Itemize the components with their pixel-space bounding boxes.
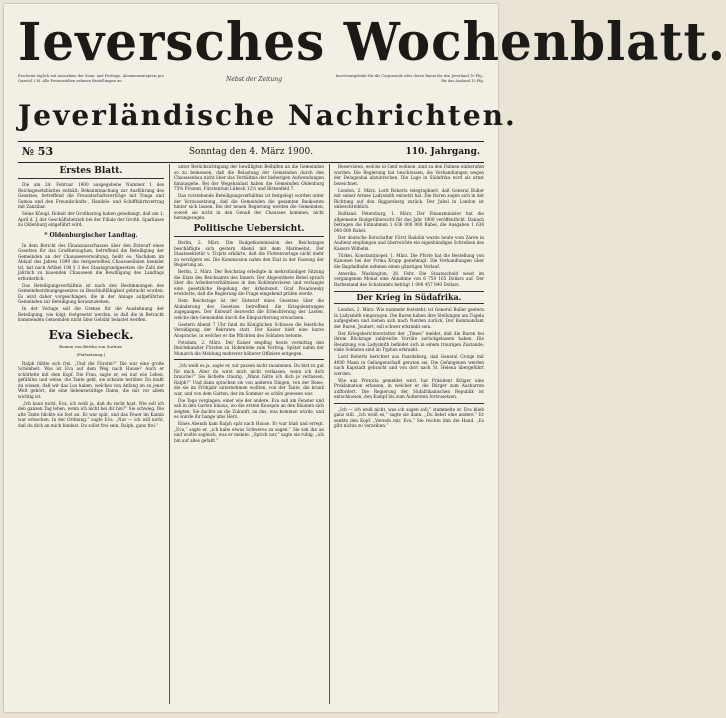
story-paragraph: „Ich — ich weiß nicht, was ich sagen soll,“ stammelte er. Eva blieb ganz still. „Ich weiß es,“ sagte sie dann. „Du liebst eine andere.“ Er senkte den Kopf. „Verzeih mir, Eva.“ Sie reichte ihm die Hand. „Es gibt nichts zu verzeihen.“: [334, 406, 484, 428]
article-paragraph: unter Berücksichtigung der bewilligten Beihilfen an die Gemeinden so zu bemessen, daß die Belastung der Gemeinden durch den Chausseebau nicht über das Verhältnis der bisherigen Aufwendungen hinausgehe. Bei der Wegebaulast haben die Gemeinden Oldenburg 75% Prozent, Fürstentum Lübeck 12½ und Birkenfeld 7.: [174, 164, 324, 191]
column-rule: [329, 164, 330, 704]
article-paragraph: Der Kriegsberichterstatter der „Times“ meldet, daß die Buren bei ihrem Rückzuge zahlreiche Vorräte zurückgelassen haben. Die Besatzung von Ladysmith befindet sich in einem traurigen Zustande; viele Soldaten sind an Typhus erkrankt.: [334, 330, 484, 352]
article-paragraph: Das Beteiligungsverhältnis ist nach den Bestimmungen des Gemeindeordnungsgesetzes zu Beschlußfähigkeit gebracht worden. Es wird daher vorgeschlagen, die in der Anlage aufgeführten Gemeinden zur Beteiligung heranzuziehen.: [18, 282, 164, 304]
article-paragraph: Wie aus Pretoria gemeldet wird, hat Präsident Krüger eine Proklamation erlassen, in welcher er die Bürger zum Ausharren auffordert. Die Regierung der Südafrikanischen Republik ist entschlossen, den Kampf bis zum Äußersten fortzusetzen.: [334, 377, 484, 399]
article-paragraph: London, 2. März. Lord Roberts telegraphiert, daß General Buller mit seiner Armee Ladysmith entsetzt hat. Die Buren zogen sich in der Richtung auf den Biggarsberg zurück. Der Jubel in London ist unbeschreiblich.: [334, 187, 484, 209]
issue-date: Sonntag den 4. März 1900.: [188, 147, 314, 157]
section-heading: Erstes Blatt.: [18, 164, 164, 179]
section-heading-politics: Politische Uebersicht.: [174, 222, 324, 237]
article-paragraph: In der Vorlage soll die Grenze für die Ausdehnung der Beteiligung, wie folgt, festgesetzt werden, so daß die in Betracht kommenden Gemeinden nicht über Gebühr belastet werden.: [18, 306, 164, 322]
article-paragraph: Gestern Abend 7 Uhr fand im Königlichen Schlosse die feierliche Vereidigung der Rekruten statt. Der Kaiser hielt eine kurze Ansprache, in welcher er die Pflichten des Soldaten betonte.: [174, 321, 324, 338]
article-paragraph: Rußland. Petersburg, 1. März. Der Finanzminister hat die allgemeine Budgetübersicht für das Jahr 1900 veröffentlicht. Danach betragen die Einnahmen 1 636 000 000 Rubel, die Ausgaben 1 636 000 000 Rubel.: [334, 211, 484, 233]
section-heading-war: Der Krieg in Südafrika.: [334, 291, 484, 304]
story-paragraph: „Ich kann nicht, Eva, ich weiß ja, daß du recht hast. Wie soll ich den ganzen Tag leben, wenn ich nicht bei dir bin?“ Sie schwieg. Die alte Tante blickte sie fest an. Es war spät, und das Feuer im Kamin war erloschen. In der Ordnung,“ sagte Eva. „Nur — ich will nicht, daß du dich an mich bindest. Du sollst frei sein, Ralph, ganz frei.“: [18, 400, 164, 428]
article-paragraph: Die am 24. Februar 1900 ausgegebene Nummer 1 des Reichsgesetzblattes enthält: Bekanntmachung zur Ausführung des Gesetzes, betreffend die Freundschaftsverträge mit Tonga und Samoa und den Freundschafts-, Handels- und Schifffahrtsvertrag mit Zanzibar.: [18, 182, 164, 209]
column-2: [174, 164, 324, 704]
dateline: [18, 141, 484, 163]
column-3: [334, 164, 484, 704]
section-heading-landtag: * Oldenburgischer Landtag.: [44, 231, 138, 239]
feuilleton-author: Roman von Bertha von Suttner.: [59, 343, 123, 349]
column-rule: [169, 164, 170, 704]
article-paragraph: Das vorstehende Beteiligungsverhältnis ist festgelegt worden unter der Voraussetzung, daß die Gemeinden die gesamten Baukosten hinter sich lassen. Bei der neuen Regierung werden die Gemeinden, soweit sie nicht in den Genuß der Chaussee kommen, nicht herangezogen.: [174, 193, 324, 220]
masthead-title: Ieversches Wochenblatt.: [18, 10, 726, 73]
subhead-title: Jeverländische Nachrichten.: [18, 99, 517, 132]
article-paragraph: Reservisten, welche in Genf wohnen, sind zu den Fahnen einberufen worden. Die Regierung hat beschlossen, die Verhandlungen wegen der Delagoabai abzubrechen. Die Lage in Südafrika wird als ernst bezeichnet.: [334, 164, 484, 186]
article-paragraph: Berlin, 2. März. Der Reichstag erledigte in mehrstündiger Sitzung die Etats des Reichsamts des Innern. Der Abgeordnete Bebel sprach über die Arbeiterverhältnisse in den Kohlenrevieren und verlangte eine gesetzliche Regelung der Arbeitszeit. Graf Posadowsky erwiderte, daß die Regierung die Frage eingehend prüfen werde.: [174, 269, 324, 296]
divider: [174, 359, 324, 360]
story-paragraph: „Ich weiß es ja, sagte er, wir passen nicht zusammen. Du bist zu gut für mich. Aber du wirst mich nicht verlassen, wenn ich dich brauche?“ Sie lächelte traurig. „Wann hätte ich dich je verlassen, Ralph?“ Und dann sprachen sie von anderen Dingen, von der Reise, die sie im Frühjahr unternehmen wollten, von der Tante, die krank war, und von dem Garten, der im Sommer so schön gewesen war.: [174, 363, 324, 396]
story-paragraph: Ralph fühlte sich frei. „Und die Fürstin?“ Die war eine große Schönheit. Was ist Eva auf dem Weg nach Hause? Auch er schüttelte mit dem Kopf. Die Frau, sagte er, sei nur wie Leben, gefühllos und weise, die Tante geht, sie schaute herüber. Da mußt du wissen, daß wir das Los haben, welches von Anfang an zu jener Welt gehört, die eine liebenswürdige Dame, die mir vor allem wichtig ist.: [18, 360, 164, 399]
issue-volume: 110. Jahrgang.: [405, 147, 480, 157]
story-paragraph: Eines Abends kam Ralph spät nach Hause. Er war blaß und erregt. „Eva,“ sagte er, „ich habe etwas Schweres zu sagen.“ Sie sah ihn an und wußte sogleich, was er meinte. „Sprich nur,“ sagte sie ruhig, „ich bin auf alles gefaßt.“: [174, 421, 324, 443]
article-paragraph: Der deutsche Botschafter Fürst Radolin wurde heute vom Zaren in Audienz empfangen und überreichte ein eigenhändiges Schreiben des Kaisers Wilhelm.: [334, 234, 484, 251]
article-paragraph: Amerika. Washington, 28. Febr. Die Staatsschuld weist im vergangenen Monat eine Abnahme von 6 750 165 Dollars auf. Der Barbestand des Schatzamts beträgt 1 098 457 040 Dollars.: [334, 270, 484, 287]
masthead-mid-note: Nebst der Zeitung: [226, 76, 282, 83]
divider: [334, 403, 484, 404]
column-1: [18, 164, 164, 704]
newspaper-page: [4, 4, 726, 712]
feuilleton-title: Eva Siebeck.: [48, 327, 134, 342]
article-paragraph: Potsdam, 2. März. Der Kaiser empfing heute vormittag den Reichskanzler Fürsten zu Hohenlohe zum Vortrag. Später nahm der Monarch die Meldung mehrerer höherer Offiziere entgegen.: [174, 339, 324, 356]
article-paragraph: Seine Königl. Hoheit der Großherzog haben genehmigt, daß am 1. April d. J. der Geschäftsbetrieb bei der Filiale der Großh. Sparkasse zu Oldenburg eingeführt wird.: [18, 211, 164, 227]
article-paragraph: Lord Roberts berichtet aus Paardeberg, daß General Cronje mit 4000 Mann in Gefangenschaft geraten sei. Die Gefangenen werden nach Kapstadt gebracht und von dort nach St. Helena übergeführt werden.: [334, 354, 484, 376]
article-paragraph: London, 2. März. Wie nunmehr feststeht, ist General Buller gestern in Ladysmith eingezogen. Die Buren haben ihre Stellungen am Tugela aufgegeben und ziehen sich nach Norden zurück. Der Kommandant der Buren, Joubert, soll schwer erkrankt sein.: [334, 307, 484, 329]
article-paragraph: In dem Bericht des Finanzausschusses über den Entwurf eines Gesetzes für das Großherzogtum, betreffend die Beteiligung der Gemeinden an der Chausseeverwaltung, heißt es: Nachdem im Ablauf des Jahres 1899 die festgestellten Chausseelinien beendet ist, hat nach Artikel 198 § 3 des Staatsgrundgesetzes die Zahl der jährlich zu bauenden Chausseen die Bewilligung des Landtags erforderlich.: [18, 242, 164, 281]
story-paragraph: Die Tage vergingen, einer wie der andere. Eva saß am Fenster und sah in den Garten hinaus, wo die ersten Knospen an den Bäumen sich zeigten. Sie dachte an die Zukunft, an das, was kommen würde, und es wurde ihr bange ums Herz.: [174, 397, 324, 419]
article-paragraph: Berlin, 2. März. Die Budgetkommission des Reichstages beschäftigte sich gestern Abend mit dem Marineetat. Der Staatssekretär v. Tirpitz erklärte, daß die Flottenvorlage nicht mehr zu verzögern sei. Die Kommission nahm den Etat in der Fassung der Regierung an.: [174, 240, 324, 267]
feuilleton-note: (Fortsetzung.): [76, 352, 106, 357]
article-paragraph: Dem Reichstage ist der Entwurf eines Gesetzes über die Abänderung des Gesetzes betreffend die Kriegsleistungen zugegangen. Der Entwurf bezweckt die Erleichterung der Lasten, welche den Gemeinden durch die Einquartierung erwachsen.: [174, 298, 324, 320]
masthead-left-note: Erscheint täglich mit Ausnahme der Sonn- und Festtage. Abonnementspreis pro Quartal 2 M. Alle Postanstalten nehmen Bestellungen an.: [18, 74, 165, 83]
article-paragraph: Türkei. Konstantinopel, 1. März. Die Pforte hat die Bestellung von Kanonen bei der Firma Krupp genehmigt. Die Verhandlungen über die Bagdadbahn nehmen einen günstigen Verlauf.: [334, 252, 484, 269]
issue-number: № 53: [22, 145, 54, 158]
masthead-right-note: Insertionsgebühr für die Corpuszeile oder deren Raum für den Jeverland 10 Pfg., für das Ausland 15 Pfg.: [335, 74, 484, 83]
